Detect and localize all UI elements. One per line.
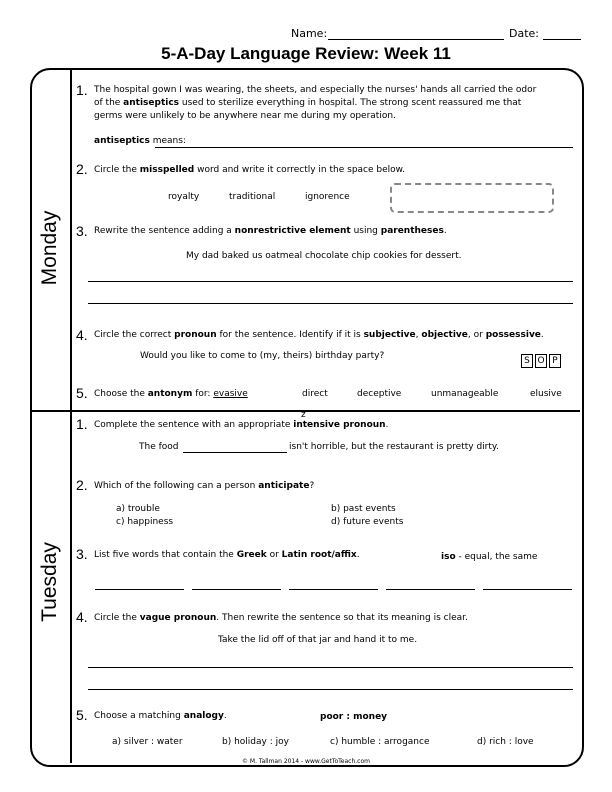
tuesday-q3-number: 3. (76, 546, 88, 562)
tuesday-q2-option[interactable]: a) trouble (116, 504, 160, 514)
tuesday-q3-answer-line[interactable] (483, 589, 572, 590)
subjective-box[interactable]: S (521, 354, 533, 368)
tuesday-q2-option[interactable]: c) happiness (116, 517, 174, 527)
tuesday-q3-root: iso - equal, the same (441, 552, 538, 562)
monday-q4-type-boxes (519, 348, 561, 368)
tuesday-q4-answer-line[interactable] (88, 689, 573, 690)
monday-q1-answer-line[interactable] (155, 147, 573, 148)
monday-q5-option[interactable]: deceptive (357, 389, 402, 399)
monday-q4-sentence: Would you like to come to (my, theirs) birthday party? (140, 351, 385, 361)
tuesday-q5-number: 5. (76, 707, 88, 723)
day-label-tuesday: Tuesday (38, 542, 61, 622)
monday-q2-word[interactable]: royalty (168, 192, 200, 202)
monday-q3-answer-line[interactable] (88, 281, 573, 282)
monday-q4-number: 4. (76, 327, 88, 343)
tuesday-q2-prompt: Which of the following can a person anticipate? (94, 481, 315, 491)
tuesday-q4-sentence: Take the lid off of that jar and hand it to me. (218, 635, 418, 645)
monday-q2-number: 2. (76, 161, 88, 177)
possessive-box[interactable]: P (549, 354, 561, 368)
monday-q2-prompt: Circle the misspelled word and write it correctly in the space below. (94, 165, 406, 175)
monday-q5-number: 5. (76, 385, 88, 401)
tuesday-q1-prompt: Complete the sentence with an appropriate intensive pronoun. (94, 420, 389, 430)
tuesday-q3-prompt: List five words that contain the Greek or Latin root/affix. (94, 550, 360, 560)
day-label-monday: Monday (38, 210, 61, 286)
monday-q2-answer-box[interactable] (390, 183, 554, 213)
page-title: 5-A-Day Language Review: Week 11 (161, 44, 451, 63)
monday-q1-text-line3: germs were unlikely to be anywhere near me during my operation. (94, 111, 396, 121)
tuesday-q5-option[interactable]: d) rich : love (477, 737, 534, 747)
monday-q3-answer-line[interactable] (88, 303, 573, 304)
tuesday-q3-answer-line[interactable] (386, 589, 475, 590)
day-column-divider (70, 70, 72, 763)
objective-box[interactable]: O (535, 354, 547, 368)
monday-q1-text-line1: The hospital gown I was wearing, the sheets, and especially the nurses' hands all carried the odor (94, 85, 537, 95)
tuesday-q2-option[interactable]: d) future events (331, 517, 404, 527)
tuesday-q1-sentence-end: isn't horrible, but the restaurant is pretty dirty. (289, 442, 499, 452)
tuesday-q5-analogy-prompt: poor : money (320, 712, 388, 722)
tuesday-q5-option[interactable]: c) humble : arrogance (330, 737, 430, 747)
date-field[interactable] (543, 39, 581, 40)
monday-q1-answer-label: antiseptics means: (94, 136, 186, 146)
tuesday-q2-option[interactable]: b) past events (331, 504, 396, 514)
monday-q3-sentence: My dad baked us oatmeal chocolate chip cookies for dessert. (186, 251, 462, 261)
monday-q3-number: 3. (76, 223, 88, 239)
monday-q5-option[interactable]: elusive (530, 389, 562, 399)
monday-q1-number: 1. (76, 82, 88, 98)
tuesday-q4-answer-line[interactable] (88, 667, 573, 668)
tuesday-q1-sentence-start: The food (139, 442, 179, 452)
tuesday-q4-prompt: Circle the vague pronoun. Then rewrite the sentence so that its meaning is clear. (94, 613, 468, 623)
monday-q2-word[interactable]: traditional (229, 192, 276, 202)
tuesday-q3-answer-line[interactable] (289, 589, 378, 590)
monday-q3-prompt: Rewrite the sentence adding a nonrestrictive element using parentheses. (94, 226, 447, 236)
tuesday-q5-option[interactable]: a) silver : water (112, 737, 183, 747)
date-label: Date: (509, 27, 539, 40)
monday-q5-option[interactable]: unmanageable (431, 389, 499, 399)
monday-q4-prompt: Circle the correct pronoun for the sentence. Identify if it is subjective, objective, or possessive. (94, 330, 544, 340)
monday-q1-text-line2: of the antiseptics used to sterilize everything in hospital. The strong scent reassured me that (94, 98, 522, 108)
monday-q5-option[interactable]: direct (302, 389, 328, 399)
tuesday-q5-option[interactable]: b) holiday : joy (222, 737, 289, 747)
tuesday-q1-answer-blank[interactable] (183, 452, 287, 453)
tuesday-q5-prompt: Choose a matching analogy. (94, 711, 227, 721)
tuesday-q2-number: 2. (76, 477, 88, 493)
name-field[interactable] (328, 39, 504, 40)
monday-q2-word[interactable]: ignorence (305, 192, 350, 202)
tuesday-q3-answer-line[interactable] (95, 589, 184, 590)
footer-copyright: © M. Tallman 2014 - www.GetToTeach.com (242, 758, 370, 765)
stray-mark: z (301, 410, 306, 420)
name-label: Name: (291, 27, 328, 40)
tuesday-q1-number: 1. (76, 416, 88, 432)
tuesday-q4-number: 4. (76, 609, 88, 625)
monday-q5-prompt: Choose the antonym for: evasive (94, 389, 248, 399)
tuesday-q3-answer-line[interactable] (192, 589, 281, 590)
